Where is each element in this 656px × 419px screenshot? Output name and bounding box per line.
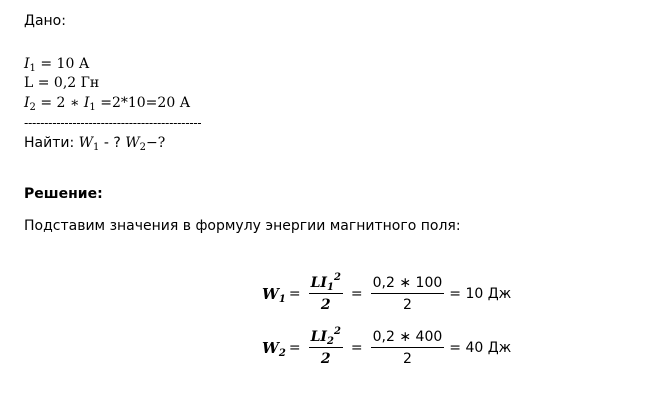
find-w2-symbol: W <box>125 135 140 151</box>
formula1-frac2-denominator: 2 <box>402 297 412 313</box>
separator-line: -------------------------------------------- <box>24 116 202 130</box>
formula1-fraction-numeric <box>371 275 445 313</box>
find-w2-subscript: 2 <box>139 142 147 153</box>
formula1-equals-2: = <box>350 286 363 302</box>
formula2-fraction-symbolic <box>309 326 343 367</box>
formula2-result: = 40 Дж <box>449 340 512 356</box>
formula2-fraction-numeric <box>371 329 445 367</box>
formula2-lhs: $W_2$ <box>262 339 286 359</box>
formula1-frac1-denominator: 2 <box>320 297 331 313</box>
formula-w2 <box>262 326 512 367</box>
i1-symbol: I <box>24 56 30 72</box>
given-heading: Дано: <box>24 13 66 29</box>
i2-i1-symbol: I <box>83 95 90 111</box>
i2-i1-subscript: 1 <box>89 102 96 113</box>
formula2-frac1-numerator: $LI_2^2$ <box>310 326 341 347</box>
solution-intro: Подставим значения в формулу энергии магнитного поля: <box>24 218 461 234</box>
find-label: Найти: <box>24 135 79 151</box>
find-line <box>24 134 165 152</box>
formula1-fraction-symbolic <box>309 272 343 313</box>
formula1-equals-1: = <box>288 286 301 302</box>
formula2-frac2-numerator: 0,2 ∗ 400 <box>371 329 445 348</box>
formula2-equals-1: = <box>288 340 301 356</box>
i1-subscript: 1 <box>29 63 36 74</box>
i2-mid: = 2 ∗ <box>35 95 84 111</box>
formula1-lhs: $W_1$ <box>262 285 286 305</box>
formula2-frac2-denominator: 2 <box>402 351 412 367</box>
i1-value: = 10 А <box>35 56 90 72</box>
formula1-frac1-numerator: $LI_1^2$ <box>310 272 341 293</box>
find-mid: - ? <box>99 135 126 151</box>
find-w1-subscript: 1 <box>93 142 100 153</box>
formula1-frac2-numerator: 0,2 ∗ 100 <box>371 275 445 294</box>
given-inductance: L = 0,2 Гн <box>24 75 100 91</box>
solution-heading: Решение: <box>24 186 103 202</box>
given-current-2 <box>24 94 190 112</box>
i2-subscript: 2 <box>29 102 36 113</box>
formula2-equals-2: = <box>350 340 363 356</box>
formula-w1 <box>262 272 512 313</box>
find-end: −? <box>146 135 166 151</box>
formula2-frac1-denominator: 2 <box>320 351 331 367</box>
find-w1-symbol: W <box>78 135 94 151</box>
given-current-1 <box>24 55 89 73</box>
i2-value: =2*10=20 А <box>95 95 191 111</box>
formula1-result: = 10 Дж <box>449 286 512 302</box>
i2-symbol: I <box>24 95 30 111</box>
